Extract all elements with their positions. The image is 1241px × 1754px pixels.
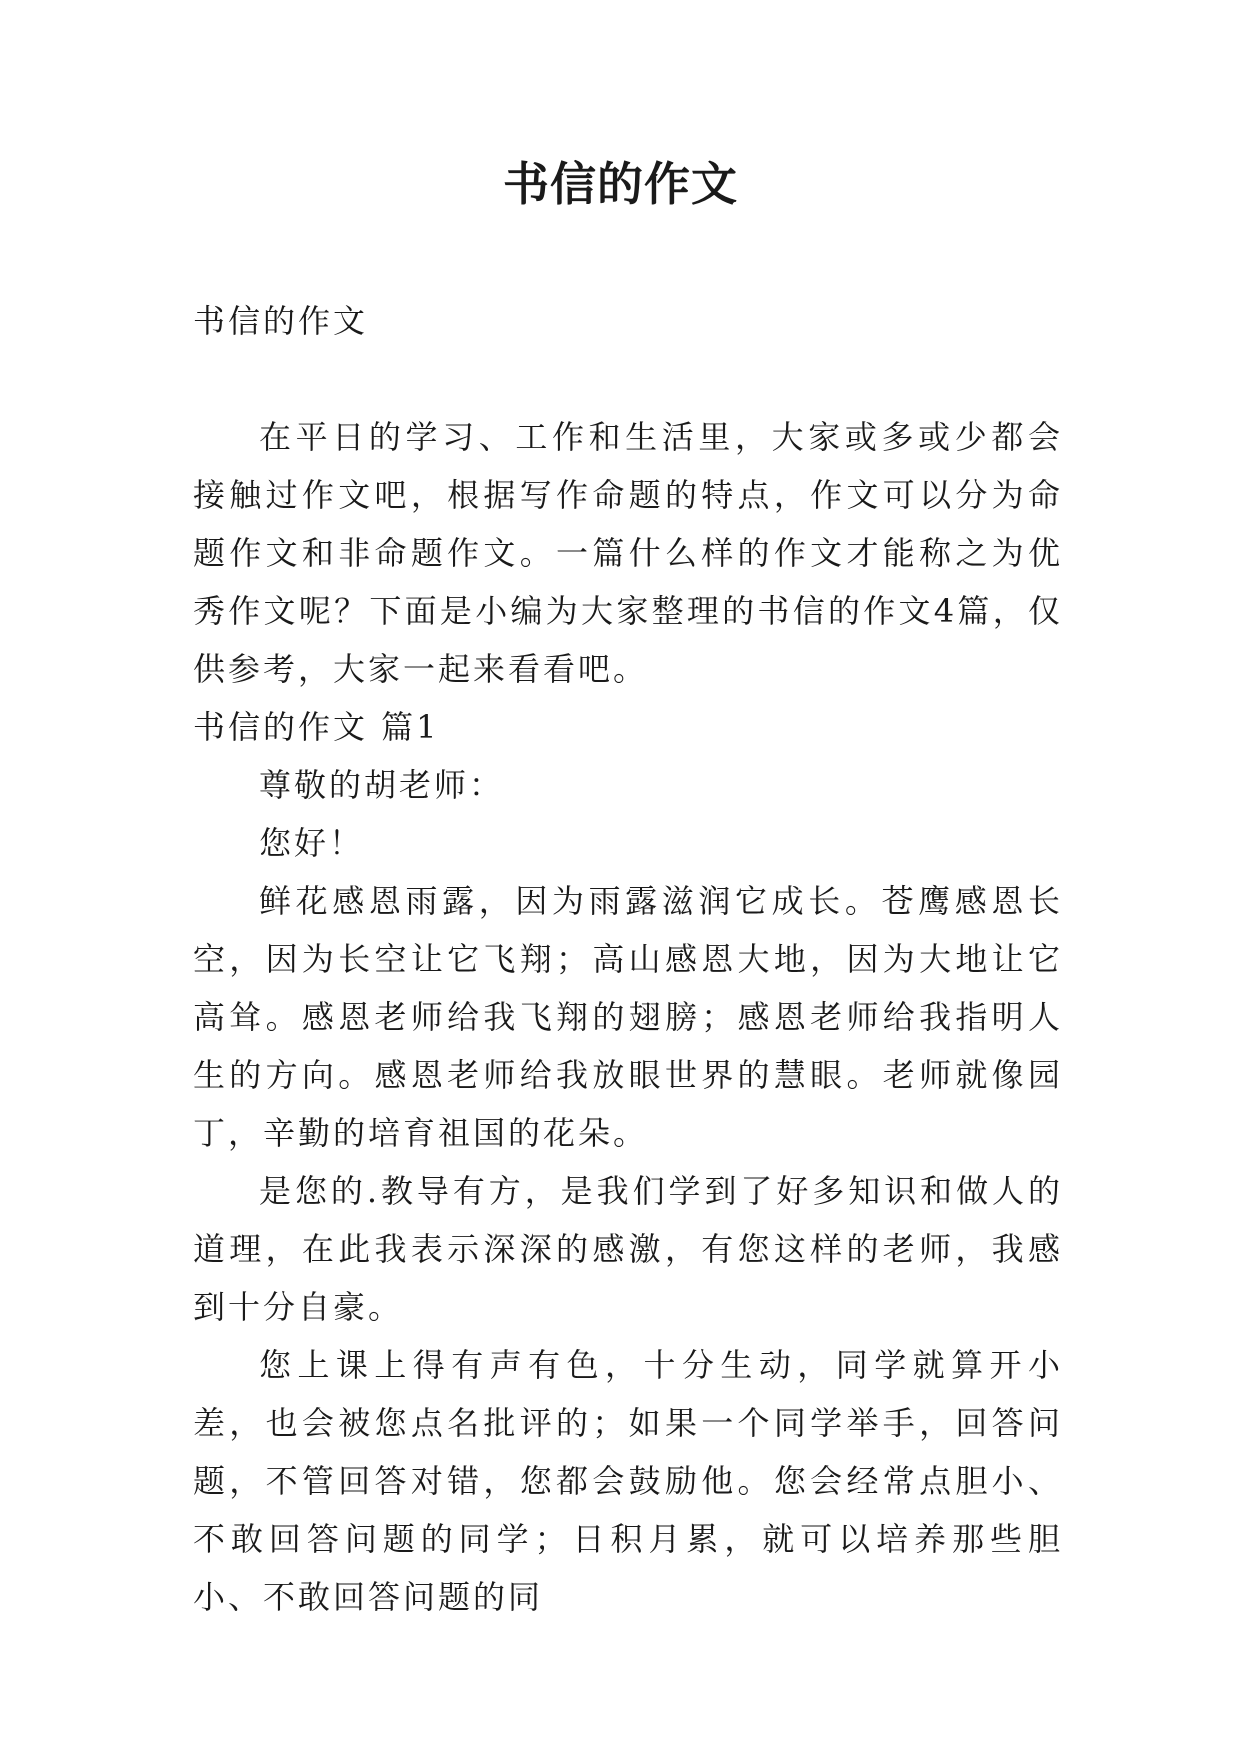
letter-greeting: 您好！ bbox=[259, 824, 365, 862]
letter-salutation: 尊敬的胡老师： bbox=[259, 766, 505, 804]
document-subtitle: 书信的作文 bbox=[193, 302, 369, 340]
section-heading: 书信的作文 篇1 bbox=[193, 708, 440, 746]
letter-paragraph: 鲜花感恩雨露，因为雨露滋润它成长。苍鹰感恩长空，因为长空让它飞翔；高山感恩大地，因为大地让它高耸。感恩老师给我飞翔的翅膀；感恩老师给我指明人生的方向。感恩老师给我放眼世界的慧眼。老师就像园丁，辛勤的培育祖国的花朵。 bbox=[193, 882, 1063, 1152]
letter-paragraph: 是您的.教导有方，是我们学到了好多知识和做人的道理，在此我表示深深的感激，有您这样的老师，我感到十分自豪。 bbox=[193, 1172, 1063, 1326]
intro-paragraph: 在平日的学习、工作和生活里，大家或多或少都会接触过作文吧，根据写作命题的特点，作文可以分为命题作文和非命题作文。一篇什么样的作文才能称之为优秀作文呢？下面是小编为大家整理的书信的作文4篇，仅供参考，大家一起来看看吧。 bbox=[193, 418, 1063, 688]
document-body bbox=[193, 292, 1063, 1626]
letter-paragraph: 您上课上得有声有色，十分生动，同学就算开小差，也会被您点名批评的；如果一个同学举手，回答问题，不管回答对错，您都会鼓励他。您会经常点胆小、不敢回答问题的同学；日积月累，就可以培养那些胆小、不敢回答问题的同 bbox=[193, 1346, 1063, 1616]
document-title: 书信的作文 bbox=[503, 157, 738, 211]
